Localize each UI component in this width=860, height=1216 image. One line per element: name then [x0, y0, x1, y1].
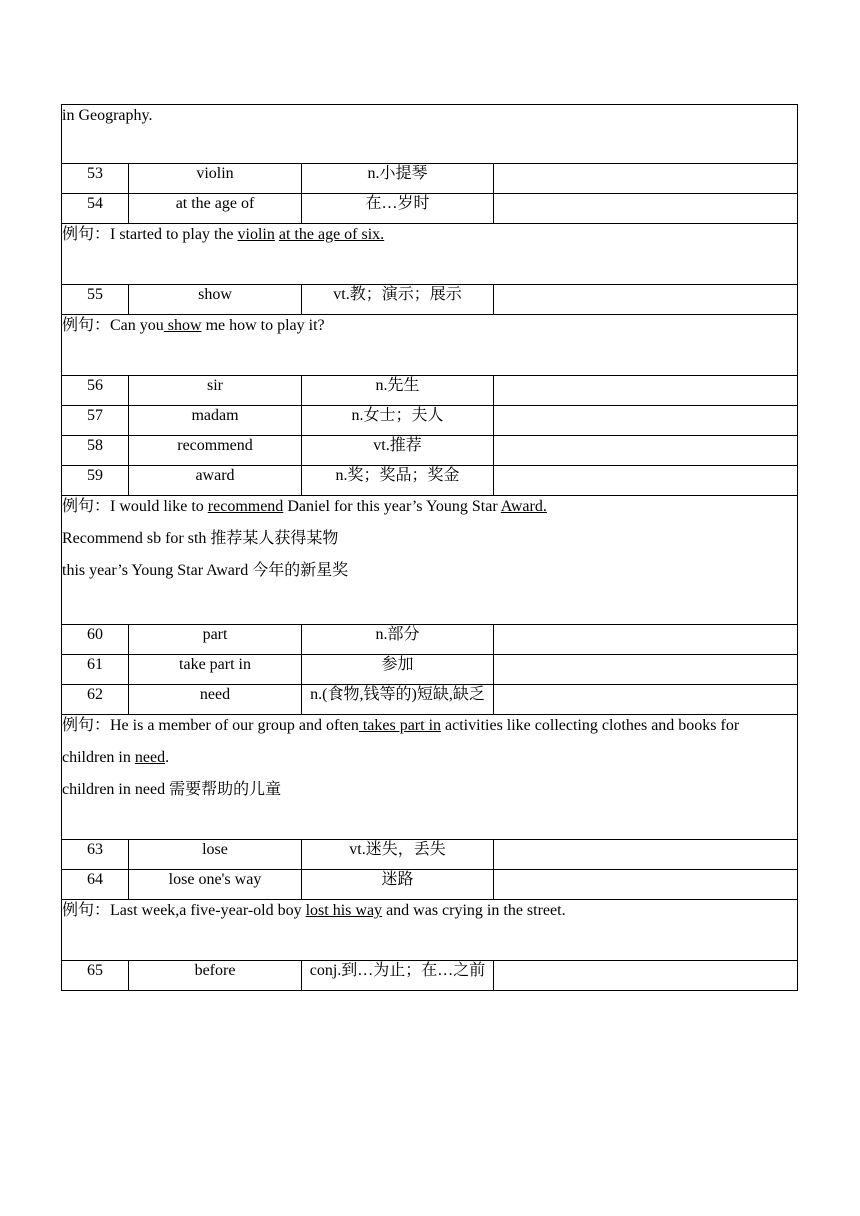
example-line — [62, 496, 797, 528]
word-meaning: 在…岁时 — [302, 194, 494, 224]
vocabulary-page — [61, 104, 797, 991]
blank-cell — [494, 285, 798, 315]
blank-cell — [494, 194, 798, 224]
blank-cell — [494, 870, 798, 900]
word-term: before — [129, 961, 302, 991]
underlined-word: takes part in — [358, 717, 442, 734]
word-number: 57 — [62, 406, 129, 436]
word-term: award — [129, 466, 302, 496]
underlined-word: show — [163, 317, 202, 334]
word-number: 54 — [62, 194, 129, 224]
word-meaning: vt.教；演示；展示 — [302, 285, 494, 315]
word-row — [62, 870, 798, 900]
blank-cell — [494, 466, 798, 496]
word-row — [62, 685, 798, 715]
example-text: 例句：He is a member of our group and often — [62, 717, 359, 734]
example-cell — [62, 224, 798, 285]
word-meaning: n.部分 — [302, 625, 494, 655]
example-text: . — [165, 749, 170, 766]
example-row — [62, 315, 798, 376]
word-term: part — [129, 625, 302, 655]
word-row — [62, 406, 798, 436]
example-line — [62, 224, 797, 256]
example-text: 例句：Can you — [62, 317, 164, 334]
blank-cell — [494, 685, 798, 715]
word-term: show — [129, 285, 302, 315]
example-text: activities like collecting clothes and books for — [441, 717, 740, 734]
blank-cell — [494, 436, 798, 466]
underlined-word: lost his way — [305, 902, 383, 919]
example-text: 例句：Last week,a five-year-old boy — [62, 902, 306, 919]
word-row — [62, 655, 798, 685]
word-term: at the age of — [129, 194, 302, 224]
underlined-word: at the age of six. — [278, 226, 385, 243]
blank-cell — [494, 406, 798, 436]
example-line — [62, 747, 797, 779]
example-text: children in need 需要帮助的儿童 — [62, 781, 282, 798]
word-number: 55 — [62, 285, 129, 315]
example-row — [62, 900, 798, 961]
example-text: children in — [62, 749, 135, 766]
example-cell — [62, 900, 798, 961]
word-meaning: n.小提琴 — [302, 164, 494, 194]
word-meaning: n.先生 — [302, 376, 494, 406]
example-text: 例句：I started to play the — [62, 226, 238, 243]
blank-cell — [494, 164, 798, 194]
word-meaning: vt.推荐 — [302, 436, 494, 466]
word-meaning: vt.迷失，丢失 — [302, 840, 494, 870]
word-number: 58 — [62, 436, 129, 466]
underlined-word: recommend — [207, 498, 284, 515]
example-row — [62, 715, 798, 840]
word-row — [62, 285, 798, 315]
example-text: and was crying in the street. — [382, 902, 566, 919]
underlined-word: violin — [237, 226, 275, 243]
word-row — [62, 961, 798, 991]
word-term: violin — [129, 164, 302, 194]
word-term: sir — [129, 376, 302, 406]
word-meaning: n.奖；奖品；奖金 — [302, 466, 494, 496]
example-text: Recommend sb for sth 推荐某人获得某物 — [62, 530, 339, 547]
word-number: 56 — [62, 376, 129, 406]
example-text: 例句：I would like to — [62, 498, 208, 515]
word-row — [62, 164, 798, 194]
blank-cell — [494, 961, 798, 991]
underlined-word: Award. — [500, 498, 547, 515]
example-line — [62, 900, 797, 932]
blank-cell — [494, 376, 798, 406]
blank-cell — [494, 655, 798, 685]
word-row — [62, 840, 798, 870]
word-number: 59 — [62, 466, 129, 496]
word-meaning: 参加 — [302, 655, 494, 685]
phrase-note — [62, 560, 797, 592]
example-cell — [62, 315, 798, 376]
word-number: 64 — [62, 870, 129, 900]
example-line — [62, 105, 797, 137]
word-row — [62, 376, 798, 406]
word-term: recommend — [129, 436, 302, 466]
word-term: madam — [129, 406, 302, 436]
word-meaning: conj.到…为止；在…之前 — [302, 961, 494, 991]
word-meaning: n.女士；夫人 — [302, 406, 494, 436]
example-line — [62, 715, 797, 747]
word-row — [62, 625, 798, 655]
example-cell — [62, 715, 798, 840]
example-text: in Geography. — [62, 107, 153, 124]
example-cell — [62, 105, 798, 164]
word-meaning: 迷路 — [302, 870, 494, 900]
word-term: lose — [129, 840, 302, 870]
word-meaning: n.(食物,钱等的)短缺,缺乏 — [302, 685, 494, 715]
example-row — [62, 105, 798, 164]
word-number: 61 — [62, 655, 129, 685]
word-number: 53 — [62, 164, 129, 194]
word-term: need — [129, 685, 302, 715]
word-row — [62, 194, 798, 224]
word-number: 60 — [62, 625, 129, 655]
word-number: 65 — [62, 961, 129, 991]
example-cell — [62, 496, 798, 625]
word-number: 63 — [62, 840, 129, 870]
blank-cell — [494, 625, 798, 655]
example-text: me how to play it? — [201, 317, 325, 334]
example-line — [62, 315, 797, 347]
example-text: this year’s Young Star Award 今年的新星奖 — [62, 562, 349, 579]
word-row — [62, 466, 798, 496]
example-row — [62, 224, 798, 285]
phrase-note — [62, 779, 797, 811]
example-row — [62, 496, 798, 625]
word-term: take part in — [129, 655, 302, 685]
word-row — [62, 436, 798, 466]
word-number: 62 — [62, 685, 129, 715]
word-term: lose one's way — [129, 870, 302, 900]
phrase-note — [62, 528, 797, 560]
example-text: Daniel for this year’s Young Star — [283, 498, 501, 515]
blank-cell — [494, 840, 798, 870]
underlined-word: need — [134, 749, 166, 766]
vocabulary-table — [61, 104, 798, 991]
